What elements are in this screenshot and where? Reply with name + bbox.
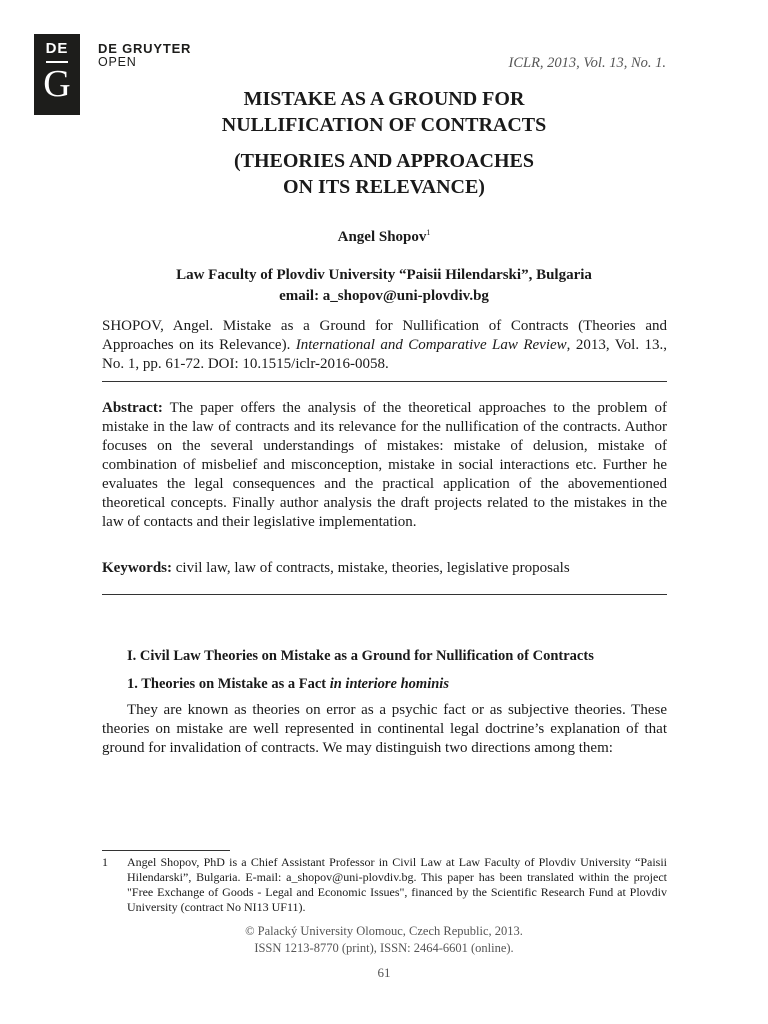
divider-bottom	[102, 594, 667, 595]
title-line-1: MISTAKE AS A GROUND FOR	[243, 88, 525, 110]
affiliation-text: Law Faculty of Plovdiv University “Paisii Hilendarski”, Bulgaria	[176, 267, 592, 283]
publisher-name	[98, 42, 191, 69]
title-line-4: ON ITS RELEVANCE)	[283, 176, 485, 198]
publisher-line2: OPEN	[98, 55, 137, 69]
citation	[102, 317, 667, 374]
footnote-number: 1	[102, 855, 108, 869]
author-name-text: Angel Shopov	[337, 229, 427, 245]
logo-top-text: DE	[45, 40, 69, 57]
footnote-divider	[102, 850, 230, 851]
keywords-label: Keywords:	[102, 560, 172, 576]
keywords-text: civil law, law of contracts, mistake, theories, legislative proposals	[172, 560, 570, 576]
subsection-heading-italic: in interiore hominis	[329, 676, 449, 692]
abstract-label: Abstract:	[102, 400, 163, 416]
citation-part1: SHOPOV, Angel. Mistake as a Ground for Nullification of Contracts (Theories and Approaches on its Relevance).	[102, 318, 667, 353]
copyright	[0, 923, 768, 957]
logo-bottom-text: G	[43, 63, 71, 105]
author-email: email: a_shopov@uni-plovdiv.bg	[279, 288, 489, 304]
citation-journal: International and Comparative Law Review	[295, 337, 567, 353]
article-title	[0, 86, 768, 138]
body-paragraph: They are known as theories on error as a psychic fact or as subjective theories. These theories on mistake are well represented in continental legal doctrine’s explanation of that ground for invalidation of contracts. We may distinguish two directions among them:	[102, 702, 667, 756]
page-number: 61	[377, 965, 391, 980]
footnote	[102, 855, 667, 915]
article-subtitle	[0, 148, 768, 200]
subsection-heading	[127, 676, 449, 693]
citation-part2: , 2013, Vol. 13., No. 1, pp. 61-72. DOI: 10.1515/iclr-2016-0058.	[102, 337, 668, 372]
journal-reference: ICLR, 2013, Vol. 13, No. 1.	[508, 55, 666, 71]
keywords	[102, 559, 667, 578]
divider-top	[102, 381, 667, 382]
title-line-3: (THEORIES AND APPROACHES	[233, 150, 535, 172]
author-affiliation	[0, 265, 768, 307]
section-heading: I. Civil Law Theories on Mistake as a Ground for Nullification of Contracts	[127, 648, 594, 664]
copyright-line: © Palacký University Olomouc, Czech Republic, 2013.	[245, 924, 523, 938]
abstract-text: The paper offers the analysis of the theoretical approaches to the problem of mistake in the law of contracts and its relevance for the nullification of the contracts. Author focuses on the several understandings of mistakes: mistake of delusion, mistake of combination of misbelief and misconception, mistake in social interactions etc. Further he evaluates the legal consequences and the practical application of the abovementioned theoretical concepts. Finally author analysis the draft projects related to the mistakes in the law of contacts and their legislative implementation.	[102, 400, 667, 530]
publisher-line1: DE GRUYTER	[98, 41, 192, 56]
footnote-text: Angel Shopov, PhD is a Chief Assistant Professor in Civil Law at Law Faculty of Plovdiv University “Paisii Hilendarski”, Bulgaria. E-mail: a_shopov@uni-plovdiv.bg. This paper has been translated within the project "Free Exchange of Goods - Legal and Economic Issues", financed by the Scientific Research Fund at Plovdiv University (contract No NI13 UF11).	[127, 855, 667, 914]
issn-line: ISSN 1213-8770 (print), ISSN: 2464-6601 (online).	[254, 941, 514, 955]
subsection-heading-text: 1. Theories on Mistake as a Fact	[127, 676, 330, 692]
author-name	[0, 228, 768, 246]
abstract	[102, 399, 667, 532]
author-footnote-mark: 1	[426, 228, 431, 237]
title-line-2: NULLIFICATION OF CONTRACTS	[221, 114, 547, 136]
